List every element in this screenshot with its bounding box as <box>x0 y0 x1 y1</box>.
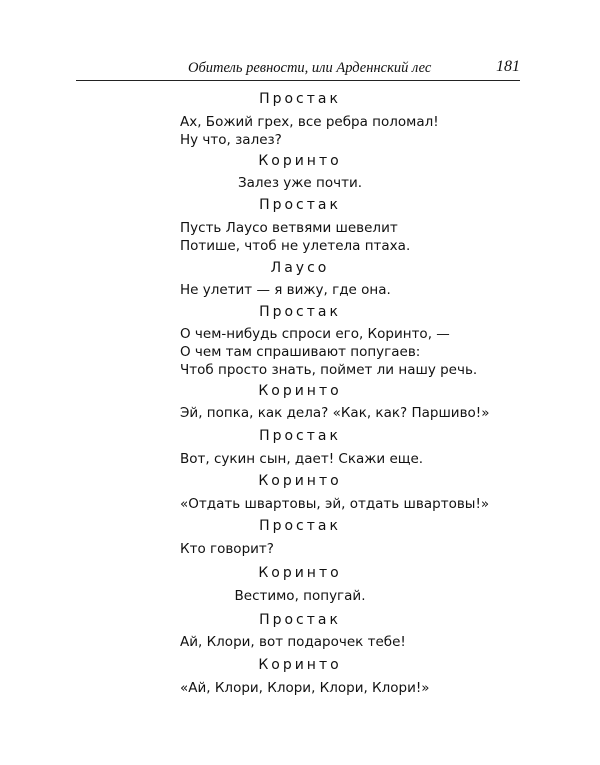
speaker-name: Коринто <box>258 565 342 581</box>
verse-line: Кто говорит? <box>180 541 274 557</box>
speaker-name: Лаусо <box>270 260 330 276</box>
speaker-name: Коринто <box>258 383 342 399</box>
speaker-name: Простак <box>259 612 341 628</box>
speaker-name: Простак <box>259 428 341 444</box>
verse-line: Не улетит — я вижу, где она. <box>180 282 391 298</box>
verse-line: Ай, Клори, вот подарочек тебе! <box>180 634 406 650</box>
verse-line: «Ай, Клори, Клори, Клори, Клори!» <box>180 680 430 696</box>
verse-line: Ах, Божий грех, все ребра поломал! <box>180 114 439 130</box>
speaker-name: Простак <box>259 304 341 320</box>
running-header <box>76 58 520 81</box>
speaker-name: Коринто <box>258 473 342 489</box>
verse-line: «Отдать швартовы, эй, отдать швартовы!» <box>180 496 490 512</box>
verse-line: Вестимо, попугай. <box>234 588 366 604</box>
speaker-name: Простак <box>259 197 341 213</box>
speaker-name: Коринто <box>258 657 342 673</box>
verse-line: О чем-нибудь спроси его, Коринто, — <box>180 326 450 342</box>
verse-line: Эй, попка, как дела? «Как, как? Паршиво!» <box>180 405 490 421</box>
verse-line: Чтоб просто знать, поймет ли нашу речь. <box>180 362 478 378</box>
speaker-name: Простак <box>259 91 341 107</box>
verse-line: О чем там спрашивают попугаев: <box>180 344 421 360</box>
speaker-name: Простак <box>259 518 341 534</box>
running-title: Обитель ревности, или Арденнский лес <box>188 60 432 76</box>
verse-line: Потише, чтоб не улетела птаха. <box>180 238 411 254</box>
page-number: 181 <box>496 58 520 75</box>
verse-line: Вот, сукин сын, дает! Скажи еще. <box>180 451 424 467</box>
verse-line: Ну что, залез? <box>180 132 282 148</box>
verse-line: Залез уже почти. <box>237 175 363 191</box>
verse-line: Пусть Лаусо ветвями шевелит <box>180 220 398 236</box>
speaker-name: Коринто <box>258 153 342 169</box>
